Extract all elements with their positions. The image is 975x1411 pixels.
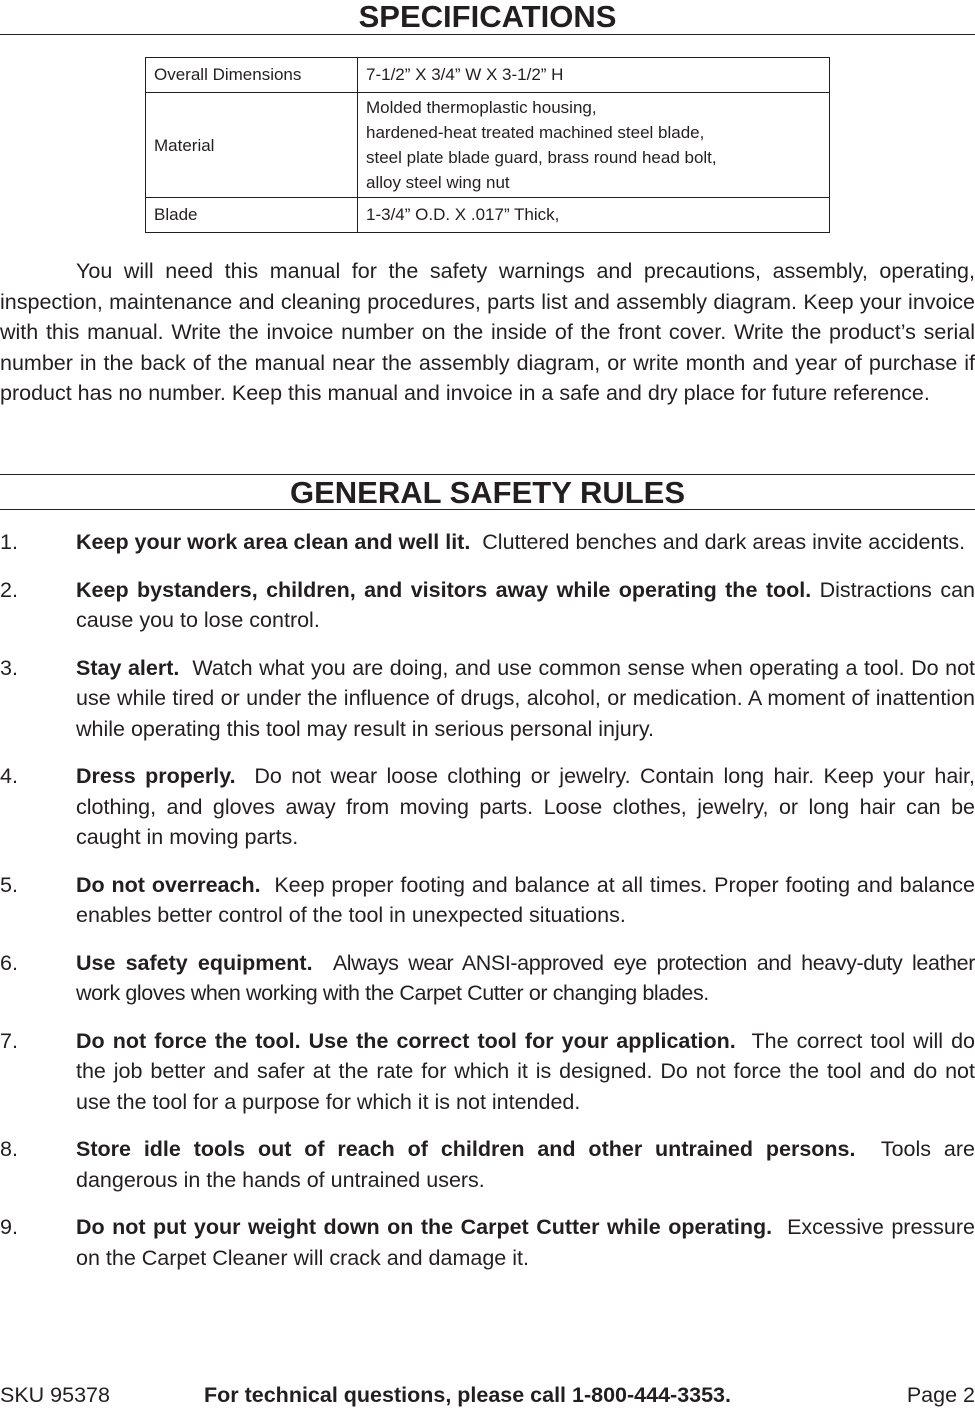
safety-rule: [0, 1026, 975, 1118]
rule-title: Do not put your weight down on the Carpet Cutter while operating.: [76, 1215, 773, 1239]
safety-rule: [0, 653, 975, 745]
spec-row-blade: [146, 198, 830, 233]
spec-value: 7-1/2” X 3/4” W X 3-1/2” H: [358, 58, 830, 93]
spec-value: [358, 93, 830, 198]
rule-body: Distractions can cause you to lose control.: [76, 577, 975, 632]
rule-text: [76, 870, 975, 931]
rule-number: 3.: [0, 655, 18, 680]
rule-text: [76, 1026, 975, 1118]
safety-rule: [0, 948, 975, 1009]
safety-rule: [0, 761, 975, 853]
spec-value-line: steel plate blade guard, brass round head bolt,: [366, 148, 717, 167]
rule-body: Always wear ANSI-approved eye protection and heavy-duty leather work gloves when working with the Carpet Cutter or changing blades.: [76, 950, 975, 1005]
specifications-heading: [0, 0, 975, 35]
page-number: Page 2: [906, 1383, 975, 1407]
rule-text: [76, 653, 975, 745]
safety-rule: [0, 870, 975, 931]
rule-title: Do not force the tool. Use the correct tool for your application.: [76, 1028, 736, 1053]
rule-number: 8.: [0, 1137, 18, 1161]
rule-number: 5.: [0, 872, 18, 897]
spec-value-line: hardened-heat treated machined steel blade,: [366, 123, 705, 142]
rule-title: Store idle tools out of reach of children and other untrained persons.: [76, 1137, 856, 1161]
safety-rule: [0, 527, 975, 558]
rule-number: 9.: [0, 1215, 18, 1239]
safety-rule: [0, 1134, 975, 1195]
rule-text: [76, 527, 975, 558]
safety-rules-heading: [0, 474, 975, 510]
tech-support-line: For technical questions, please call 1-800-444-3353.: [204, 1383, 731, 1407]
rule-text: [76, 1134, 975, 1195]
spec-value: 1-3/4” O.D. X .017” Thick,: [358, 198, 830, 233]
rule-title: Keep bystanders, children, and visitors away while operating the tool.: [76, 577, 812, 602]
spec-row-material: [146, 93, 830, 198]
spec-value-line: alloy steel wing nut: [366, 173, 510, 192]
rule-body: Cluttered benches and dark areas invite accidents.: [482, 530, 966, 554]
safety-rules-heading-text: GENERAL SAFETY RULES: [289, 475, 686, 510]
safety-rule: [0, 575, 975, 636]
spec-row-dimensions: [146, 58, 830, 93]
rule-title: Do not overreach.: [76, 872, 261, 897]
rule-number: 1.: [0, 530, 18, 554]
rule-number: 6.: [0, 950, 18, 975]
rule-text: [76, 1212, 975, 1273]
spec-key: Overall Dimensions: [146, 58, 358, 93]
page-footer: [0, 1380, 975, 1410]
rule-body: Excessive pressure on the Carpet Cleaner will crack and damage it.: [76, 1215, 975, 1270]
safety-rule: [0, 1212, 975, 1273]
rule-body: Keep proper footing and balance at all times. Proper footing and balance enables better control of the tool in unexpected situations.: [76, 872, 975, 927]
specifications-table: [145, 57, 830, 233]
rule-number: 4.: [0, 764, 18, 788]
safety-rules-list: [0, 527, 975, 1290]
rule-text: [76, 575, 975, 636]
spec-key: Blade: [146, 198, 358, 233]
intro-paragraph: You will need this manual for the safety warnings and precautions, assembly, operating, inspection, maintenance and cleaning procedures, parts list and assembly diagram. Keep your invoice with this manual. Write the invoice number on the inside of the front cover. Write the product’s serial number in the back of the manual near the assembly diagram, or write month and year of purchase if product has no number. Keep this manual and invoice in a safe and dry place for future reference.: [0, 259, 975, 405]
specifications-heading-text: SPECIFICATIONS: [358, 0, 617, 34]
rule-title: Use safety equipment.: [76, 950, 313, 975]
sku-number: SKU 95378: [0, 1383, 110, 1407]
rule-body: Do not wear loose clothing or jewelry. Contain long hair. Keep your hair, clothing, and gloves away from moving parts. Loose clothes, jewelry, or long hair can be caught in moving parts.: [76, 764, 975, 849]
spec-key: Material: [146, 93, 358, 198]
rule-text: [76, 761, 975, 853]
rule-body: Watch what you are doing, and use common sense when operating a tool. Do not use while tired or under the influence of drugs, alcohol, or medication. A moment of inattention while operating this tool may result in serious personal injury.: [76, 655, 975, 741]
rule-body: The correct tool will do the job better and safer at the rate for which it is designed. Do not force the tool and do not use the tool for a purpose for which it is not intended.: [76, 1028, 975, 1114]
spec-value-line: Molded thermoplastic housing,: [366, 98, 597, 117]
rule-text: [76, 948, 975, 1009]
rule-title: Stay alert.: [76, 655, 180, 680]
rule-number: 7.: [0, 1028, 18, 1053]
rule-title: Dress properly.: [76, 764, 236, 788]
rule-body: Tools are dangerous in the hands of untrained users.: [76, 1137, 975, 1192]
rule-number: 2.: [0, 577, 18, 602]
rule-title: Keep your work area clean and well lit.: [76, 530, 471, 554]
